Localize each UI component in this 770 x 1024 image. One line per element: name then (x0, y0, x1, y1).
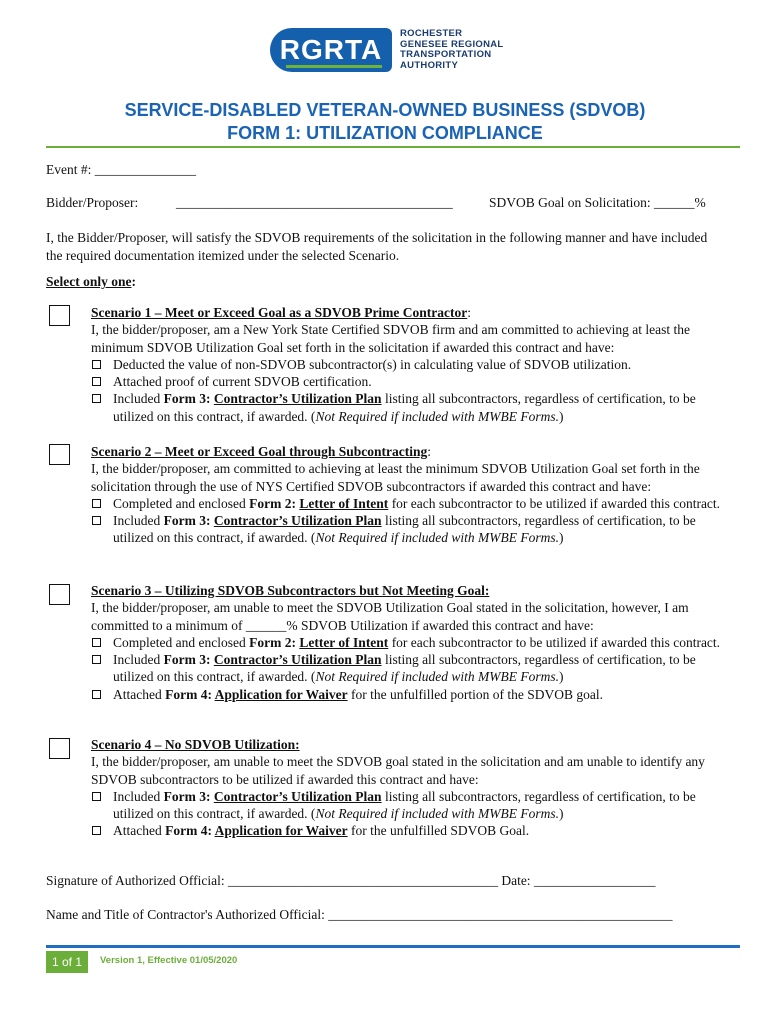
requirement-checkbox[interactable] (92, 499, 101, 508)
scenario-3-body: I, the bidder/proposer, am unable to meet the SDVOB Utilization Goal stated in the solicitation, however, I am committed to a minimum of ______% SDVOB Utilization if awarded this contract and have: (91, 600, 689, 633)
scenario-2-body: I, the bidder/proposer, am committed to achieving at least the minimum SDVOB Utilization Goal set forth in the solicitation through the use of NYS Certified SDVOB subcontractors if awarded this contract and have: (91, 461, 700, 494)
requirement-item (91, 651, 731, 686)
sdvob-goal-field[interactable]: SDVOB Goal on Solicitation: ______% (489, 195, 706, 210)
form-ref: Form 4: (165, 686, 215, 702)
scenario-2 (91, 443, 731, 547)
rgrta-logo (270, 28, 504, 72)
requirement-pre: Included (113, 652, 164, 668)
requirement-checkbox[interactable] (92, 638, 101, 647)
requirement-pre: Attached (113, 823, 166, 839)
form-ref: Form 2: (249, 495, 300, 511)
requirement-post: for each subcontractor to be utilized if awarded this contract. (388, 634, 721, 650)
scenario-heading (91, 582, 731, 599)
bidder-field[interactable]: _________________________________________ (176, 195, 453, 210)
form-link: Contractor’s Utilization Plan (213, 391, 382, 407)
event-field[interactable]: Event #: _______________ (46, 162, 196, 177)
scenario-3-checkbox[interactable] (49, 584, 70, 605)
requirement-checkbox[interactable] (92, 516, 101, 525)
scenario-2-checkbox[interactable] (49, 444, 70, 465)
scenario-4-checkbox[interactable] (49, 738, 70, 759)
requirement-checkbox[interactable] (92, 826, 101, 835)
scenario-3-title: Scenario 3 – Utilizing SDVOB Subcontractors but Not Meeting Goal: (91, 583, 490, 598)
requirement-checkbox[interactable] (92, 377, 101, 386)
requirement-note: Not Required if included with MWBE Forms. (315, 530, 560, 546)
requirement-checkbox[interactable] (92, 360, 101, 369)
logo-line: AUTHORITY (400, 59, 459, 71)
requirement-pre: Attached (113, 686, 166, 702)
requirement-post: listing all subcontractors, regardless of certification, to be utilized on this contract, if awarded. ( (113, 513, 696, 546)
form-link: Contractor’s Utilization Plan (213, 513, 382, 529)
scenario-1 (91, 304, 731, 425)
requirement-item (91, 356, 731, 373)
requirement-checkbox[interactable] (92, 655, 101, 664)
requirement-item (91, 788, 731, 823)
scenario-1-body: I, the bidder/proposer, am a New York State Certified SDVOB firm and am committed to achieving at least the minimum SDVOB Utilization Goal set forth in the solicitation if awarded this contract and have: (91, 322, 690, 355)
form-link: Letter of Intent (299, 634, 389, 650)
requirement-item (91, 373, 731, 390)
scenario-heading (91, 304, 731, 321)
scenario-1-checkbox[interactable] (49, 305, 70, 326)
form-ref: Form 3: (163, 513, 214, 529)
form-link: Letter of Intent (299, 495, 389, 511)
requirement-text: Deducted the value of non-SDVOB subcontractor(s) in calculating value of SDVOB utilization. (113, 356, 632, 372)
requirement-end: ) (559, 530, 564, 546)
requirement-text: Attached proof of current SDVOB certification. (113, 374, 372, 390)
requirement-pre: Completed and enclosed (113, 634, 250, 650)
scenario-heading (91, 443, 731, 460)
requirement-end: ) (559, 408, 564, 424)
scenario-4-title: Scenario 4 – No SDVOB Utilization: (91, 737, 300, 752)
scenario-1-title: Scenario 1 – Meet or Exceed Goal as a SDVOB Prime Contractor (91, 305, 468, 320)
requirement-item (91, 822, 731, 839)
requirement-note: Not Required if included with MWBE Forms. (315, 669, 560, 685)
form-ref: Form 3: (163, 652, 214, 668)
requirement-post: listing all subcontractors, regardless of certification, to be utilized on this contract, if awarded. ( (113, 788, 696, 822)
footer-divider (46, 945, 740, 948)
intro-paragraph: I, the Bidder/Proposer, will satisfy the SDVOB requirements of the solicitation in the following manner and have included the required documentation itemized under the selected Scenario. (46, 230, 708, 263)
requirement-post: listing all subcontractors, regardless of certification, to be utilized on this contract, if awarded. ( (113, 652, 696, 685)
select-label: Select only one (46, 274, 132, 289)
requirement-note: Not Required if included with MWBE Forms. (315, 806, 560, 822)
scenario-4-body: I, the bidder/proposer, am unable to meet the SDVOB goal stated in the solicitation and am unable to identify any SDVOB subcontractors to be utilized if awarded this contract and have: (91, 754, 705, 787)
form-ref: Form 3: (163, 788, 214, 804)
requirement-post: for the unfulfilled SDVOB Goal. (347, 823, 530, 839)
requirement-item (91, 495, 731, 512)
logo-wordmark (400, 29, 504, 71)
requirement-pre: Included (113, 391, 164, 407)
heading-suffix: : (467, 305, 472, 320)
requirement-item (91, 634, 731, 651)
requirement-checkbox[interactable] (92, 394, 101, 403)
form-title: SERVICE-DISABLED VETERAN-OWNED BUSINESS (SDVOB) (124, 100, 646, 120)
bidder-label: Bidder/Proposer: (46, 195, 139, 210)
logo-line: TRANSPORTATION (400, 49, 492, 60)
heading-suffix: : (427, 444, 431, 459)
requirement-note: Not Required if included with MWBE Forms. (315, 408, 560, 424)
logo-line: ROCHESTER (400, 28, 463, 39)
requirement-item (91, 686, 731, 703)
requirement-post: listing all subcontractors, regardless of certification, to be utilized on this contract, if awarded. ( (113, 391, 696, 424)
requirement-checkbox[interactable] (92, 792, 101, 801)
requirement-post: for the unfulfilled portion of the SDVOB goal. (347, 686, 603, 702)
form-link: Contractor’s Utilization Plan (213, 652, 382, 668)
version-label: Version 1, Effective 01/05/2020 (100, 955, 238, 966)
logo-mark: RGRTA (270, 28, 392, 72)
scenario-4 (91, 736, 731, 840)
requirement-item (91, 512, 731, 547)
logo-line: GENESEE REGIONAL (400, 38, 504, 50)
scenario-2-title: Scenario 2 – Meet or Exceed Goal through Subcontracting (91, 444, 428, 459)
requirement-pre: Included (113, 788, 164, 804)
signature-field[interactable]: Signature of Authorized Official: ________________________________________ Date: __________________ (46, 873, 656, 888)
requirement-pre: Included (113, 513, 164, 529)
requirement-pre: Completed and enclosed (113, 495, 250, 511)
requirement-post: for each subcontractor to be utilized if awarded this contract. (388, 495, 721, 511)
page-number: 1 of 1 (46, 951, 88, 973)
form-link: Contractor’s Utilization Plan (213, 788, 382, 804)
select-instruction (46, 274, 136, 290)
title-divider (46, 146, 740, 148)
form-ref: Form 3: (163, 391, 214, 407)
select-colon: : (131, 274, 136, 289)
scenario-3 (91, 582, 731, 703)
scenario-heading (91, 736, 731, 753)
form-ref: Form 4: (165, 823, 215, 839)
form-link: Application for Waiver (214, 823, 348, 839)
requirement-end: ) (559, 806, 564, 822)
form-link: Application for Waiver (214, 686, 348, 702)
form-subtitle: FORM 1: UTILIZATION COMPLIANCE (227, 123, 543, 143)
requirement-checkbox[interactable] (92, 690, 101, 699)
official-name-title-field[interactable]: Name and Title of Contractor's Authorized Official: ___________________________________________________ (46, 907, 673, 922)
form-ref: Form 2: (249, 634, 300, 650)
requirement-item (91, 390, 731, 425)
requirement-end: ) (559, 669, 564, 685)
